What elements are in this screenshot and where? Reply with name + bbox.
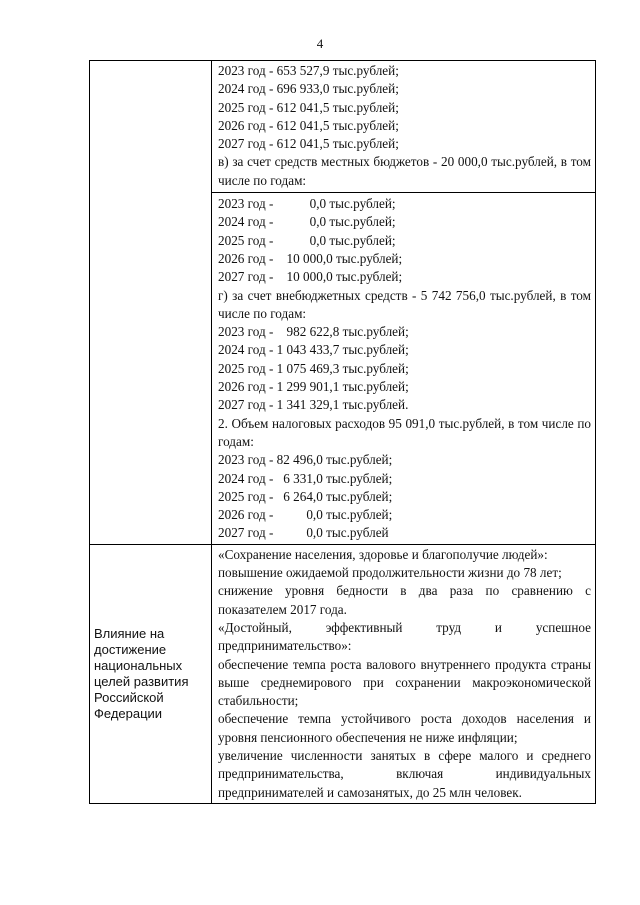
year-line: 2026 год - 10 000,0 тыс.рублей; [218, 250, 403, 266]
row-label-cell [90, 544, 212, 803]
goal-item: снижение уровня бедности в два раза по сравнению с показателем 2017 года. [218, 583, 591, 617]
year-line: 2024 год - 6 331,0 тыс.рублей; [218, 470, 393, 486]
row-content-cell [212, 61, 596, 545]
year-line: 2023 год - 982 622,8 тыс.рублей; [218, 324, 409, 340]
goal-item: обеспечение темпа роста валового внутреннего продукта страны выше среднемирового при сохранении макроэкономической стабильности; [218, 656, 591, 709]
year-line: 2024 год - 0,0 тыс.рублей; [218, 214, 396, 230]
funding-block [212, 61, 595, 544]
passport-table [89, 60, 596, 804]
row-label-cell [90, 61, 212, 545]
goal-item: увеличение численности занятых в сфере малого и среднего предпринимательства, включая индивидуальных предпринимателей и самозанятых, до 25 млн человек. [218, 747, 591, 800]
year-line: 2027 год - 0,0 тыс.рублей [218, 525, 389, 541]
tax-heading: 2. Объем налоговых расходов 95 091,0 тыс.рублей, в том числе по годам: [218, 415, 591, 449]
year-line: 2026 год - 0,0 тыс.рублей; [218, 507, 393, 523]
year-line: 2023 год - 0,0 тыс.рублей; [218, 196, 396, 212]
year-line: 2027 год - 612 041,5 тыс.рублей; [218, 136, 399, 152]
year-line: 2025 год - 1 075 469,3 тыс.рублей; [218, 360, 409, 376]
extrabudget-heading: г) за счет внебюджетных средств - 5 742 756,0 тыс.рублей, в том числе по годам: [218, 287, 591, 321]
year-line: 2027 год - 10 000,0 тыс.рублей; [218, 269, 403, 285]
year-line: 2023 год - 82 496,0 тыс.рублей; [218, 452, 393, 468]
year-line: 2025 год - 6 264,0 тыс.рублей; [218, 488, 393, 504]
year-line: 2026 год - 612 041,5 тыс.рублей; [218, 117, 399, 133]
divider [212, 192, 595, 193]
row-label: Влияние на достижение национальных целей развития Российской Федерации [94, 625, 189, 721]
table-row [90, 61, 596, 545]
national-goals-block [212, 545, 595, 803]
row-content-cell [212, 544, 596, 803]
year-line: 2024 год - 1 043 433,7 тыс.рублей; [218, 342, 409, 358]
goal-heading: «Достойный, эффективный труд и успешное предпринимательство»: [218, 619, 591, 654]
goal-heading: «Сохранение населения, здоровье и благополучие людей»: [218, 546, 548, 562]
year-line: 2027 год - 1 341 329,1 тыс.рублей. [218, 397, 409, 413]
year-line: 2025 год - 0,0 тыс.рублей; [218, 232, 396, 248]
table-row [90, 544, 596, 803]
year-line: 2026 год - 1 299 901,1 тыс.рублей; [218, 379, 409, 395]
year-line: 2025 год - 612 041,5 тыс.рублей; [218, 99, 399, 115]
local-budget-heading: в) за счет средств местных бюджетов - 20 000,0 тыс.рублей, в том числе по годам: [218, 154, 591, 188]
goal-item: обеспечение темпа устойчивого роста доходов населения и уровня пенсионного обеспечения не ниже инфляции; [218, 711, 591, 745]
year-line: 2023 год - 653 527,9 тыс.рублей; [218, 63, 399, 78]
page-number: 4 [316, 36, 324, 51]
year-line: 2024 год - 696 933,0 тыс.рублей; [218, 81, 399, 97]
goal-item: повышение ожидаемой продолжительности жизни до 78 лет; [218, 565, 562, 581]
